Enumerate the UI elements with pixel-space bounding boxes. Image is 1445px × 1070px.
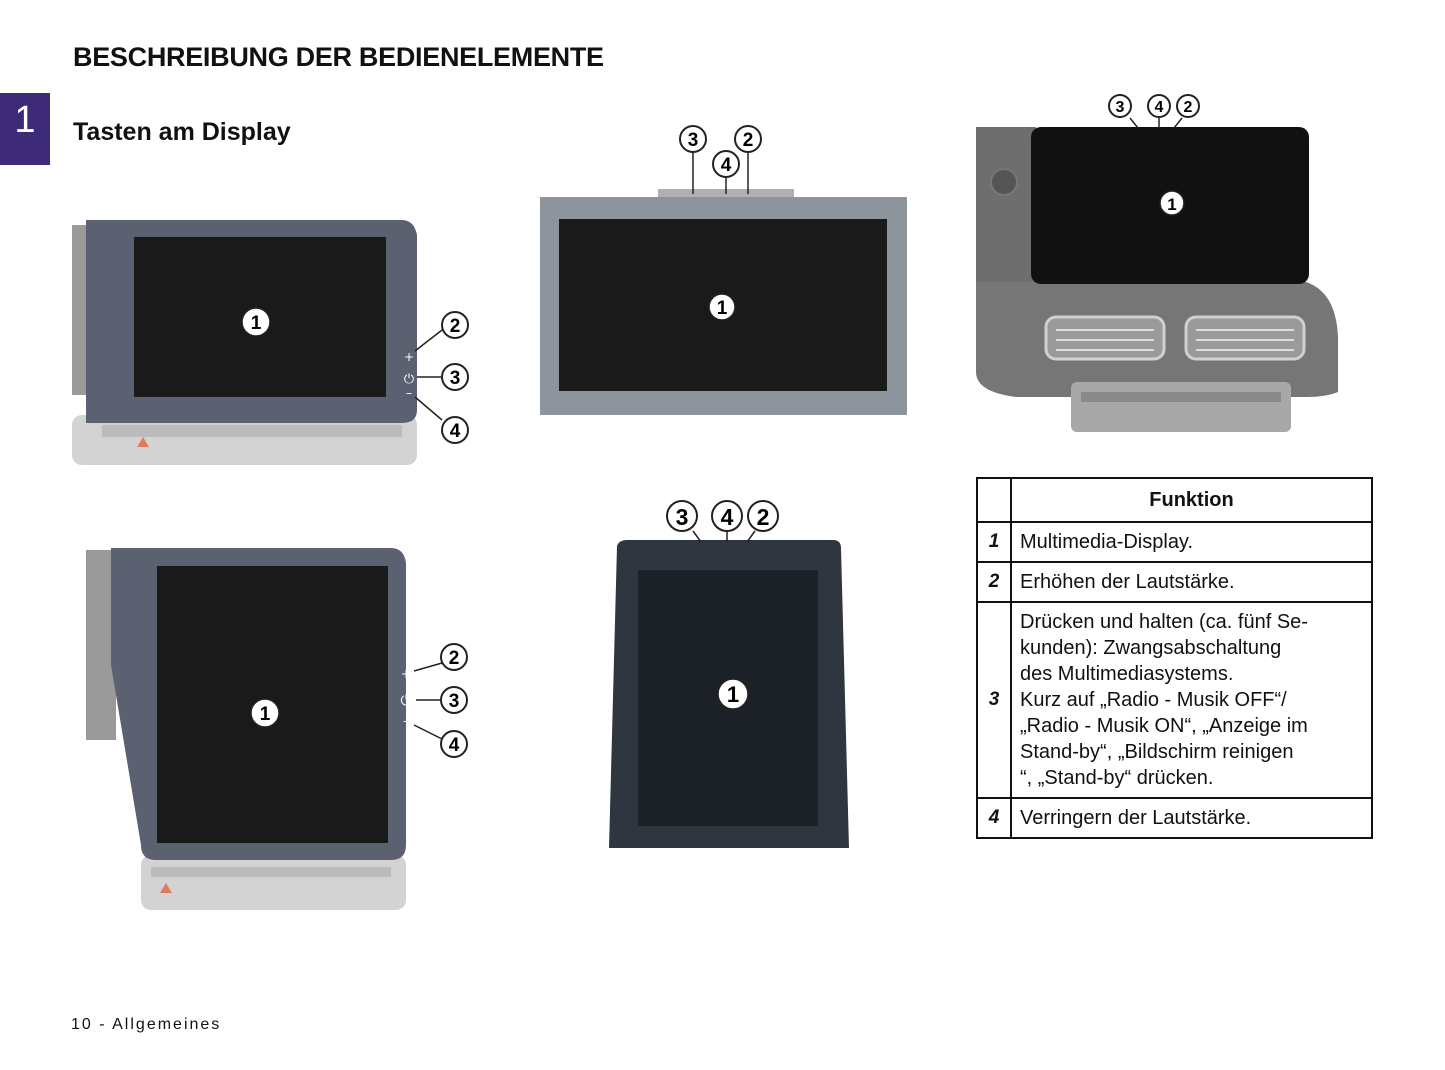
power-icon: ⏻	[400, 693, 412, 709]
table-header-empty	[977, 478, 1011, 522]
callout-2: 2	[448, 648, 460, 669]
callout-1: 1	[726, 682, 740, 707]
callout-1: 1	[716, 298, 728, 319]
row-line: Multimedia-Display.	[1020, 531, 1194, 553]
row-line: des Multimediasystems.	[1020, 663, 1234, 685]
plus-label: +	[403, 350, 415, 364]
row-number: 1	[977, 522, 1011, 562]
row-text	[1011, 798, 1372, 838]
figure-portrait-standalone-display	[605, 498, 855, 853]
chapter-number: 1	[14, 99, 36, 141]
callout-2: 2	[742, 130, 754, 151]
figure-portrait-dash-display	[86, 545, 482, 915]
callout-2: 2	[756, 504, 770, 530]
section-title: Tasten am Display	[73, 118, 291, 146]
table-row	[977, 562, 1372, 602]
row-line: Kurz auf „Radio - Musik OFF“/	[1020, 689, 1287, 711]
callout-4: 4	[448, 735, 460, 756]
minus-label: –	[403, 714, 409, 728]
callout-2: 2	[1183, 99, 1193, 116]
page-title: BESCHREIBUNG DER BEDIENELEMENTE	[73, 42, 604, 72]
figure-floating-display-with-vents	[976, 92, 1376, 472]
table-row	[977, 602, 1372, 798]
callout-3: 3	[675, 504, 689, 530]
page-footer: 10 - Allgemeines	[71, 1016, 222, 1033]
row-line: Drücken und halten (ca. fünf Se-	[1020, 611, 1308, 633]
callout-3: 3	[448, 691, 460, 712]
figure-landscape-standalone-display	[538, 122, 910, 420]
row-line: „Radio - Musik ON“, „Anzeige im	[1020, 715, 1308, 737]
table-row	[977, 522, 1372, 562]
figure-landscape-dash-display	[72, 215, 482, 470]
callout-4: 4	[449, 421, 461, 442]
callout-2: 2	[449, 316, 461, 337]
row-number: 3	[977, 602, 1011, 798]
callout-4: 4	[1154, 99, 1164, 116]
function-table	[976, 477, 1373, 839]
row-text	[1011, 602, 1372, 798]
callout-3: 3	[449, 368, 461, 389]
callout-3: 3	[687, 130, 699, 151]
chapter-tab	[0, 93, 50, 165]
row-line: kunden): Zwangsabschaltung	[1020, 637, 1282, 659]
callout-1: 1	[1167, 195, 1177, 214]
plus-label: +	[400, 667, 412, 681]
row-text	[1011, 522, 1372, 562]
table-row	[977, 798, 1372, 838]
row-line: “, „Stand-by“ drücken.	[1020, 767, 1214, 789]
table-header-function: Funktion	[1011, 478, 1372, 522]
callout-3: 3	[1115, 99, 1125, 116]
row-number: 4	[977, 798, 1011, 838]
row-line: Stand-by“, „Bildschirm reinigen	[1020, 741, 1294, 763]
row-line: Erhöhen der Lautstärke.	[1020, 571, 1235, 593]
callout-4: 4	[720, 504, 734, 530]
minus-label: –	[406, 386, 412, 400]
row-number: 2	[977, 562, 1011, 602]
callout-1: 1	[250, 313, 262, 334]
callout-4: 4	[720, 155, 732, 176]
callout-1: 1	[259, 704, 271, 725]
table-header-row	[977, 478, 1372, 522]
row-line: Verringern der Lautstärke.	[1020, 807, 1252, 829]
row-text	[1011, 562, 1372, 602]
power-icon: ⏻	[403, 372, 415, 387]
